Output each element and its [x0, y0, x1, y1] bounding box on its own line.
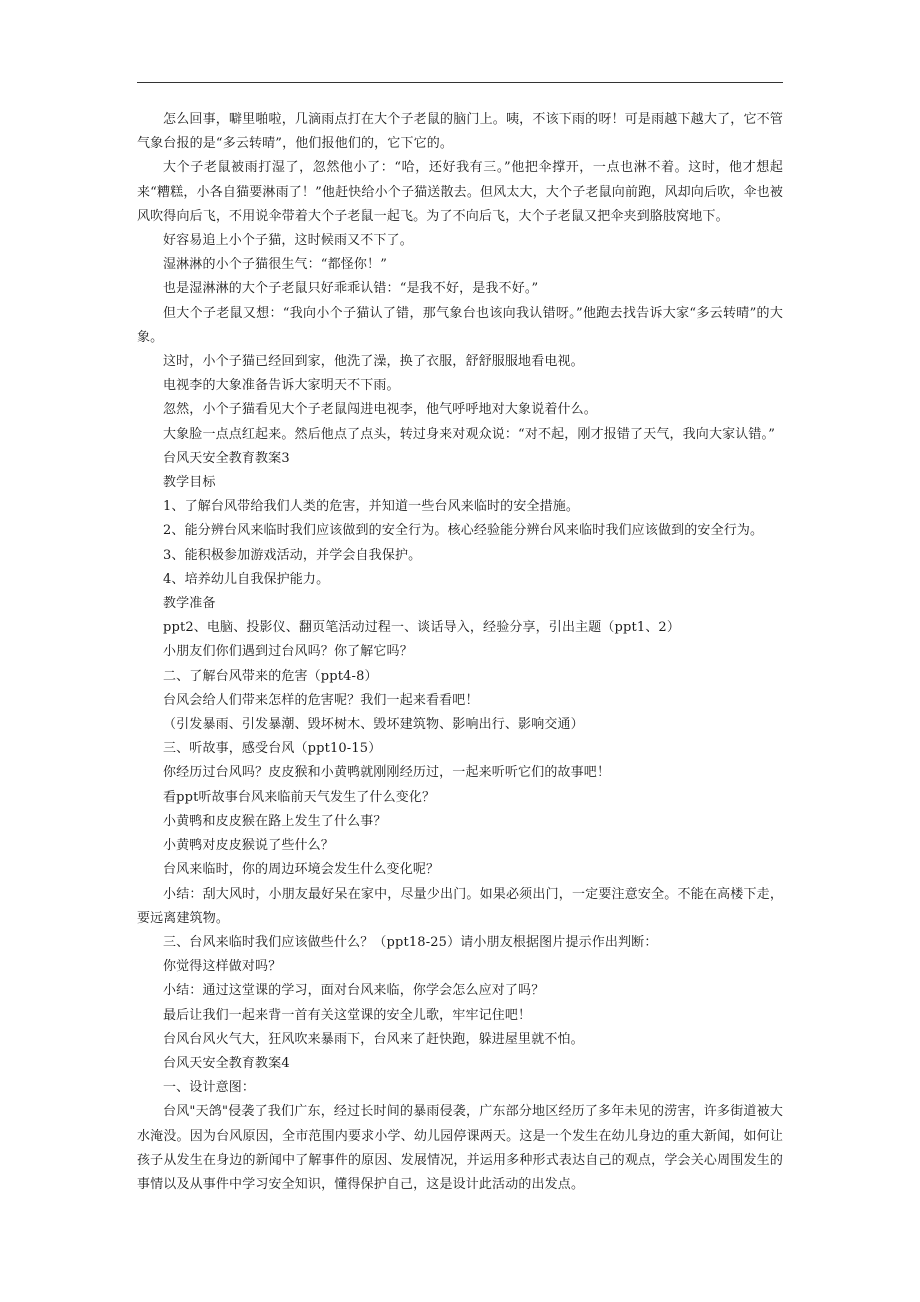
- document-body: [137, 108, 783, 1197]
- paragraph: 小黄鸭对皮皮猴说了些什么？: [163, 838, 334, 854]
- paragraph: 忽然，小个子猫看见大个子老鼠闯进电视李，他气呼呼地对大象说着什么。: [163, 402, 597, 418]
- subheading: 教学目标: [163, 475, 216, 491]
- subheading: 教学准备: [163, 596, 216, 612]
- section-heading: 台风天安全教育教案4: [163, 1055, 290, 1071]
- paragraph: 也是湿淋淋的大个子老鼠只好乖乖认错：“是我不好，是我不好。”: [163, 281, 539, 297]
- paragraph: 你觉得这样做对吗？: [163, 959, 282, 975]
- list-item: 2、能分辨台风来临时我们应该做到的安全行为。核心经验能分辨台风来临时我们应该做到的安全行为。: [163, 523, 764, 539]
- paragraph: 你经历过台风吗？皮皮猴和小黄鸭就刚刚经历过，一起来听听它们的故事吧！: [163, 765, 611, 781]
- paragraph: 但大个子老鼠又想：“我向小个子猫认了错，那气象台也该向我认错呀。”他跑去找告诉大家“多云转晴”的大象。: [137, 305, 783, 345]
- paragraph: 小结：刮大风时，小朋友最好呆在家中，尽量少出门。如果必须出门，一定要注意安全。不能在高楼下走，要远离建筑物。: [137, 886, 783, 926]
- paragraph: 好容易追上小个子猫，这时候雨又不下了。: [163, 233, 413, 249]
- paragraph: 二、了解台风带来的危害（ppt4-8）: [163, 668, 378, 684]
- paragraph: （引发暴雨、引发暴潮、毁坏树木、毁坏建筑物、影响出行、影响交通）: [163, 717, 584, 733]
- paragraph: 怎么回事，噼里啪啦，几滴雨点打在大个子老鼠的脑门上。咦，不该下雨的呀！可是雨越下越大了，它不管气象台报的是“多云转晴”，他们报他们的，它下它的。: [137, 112, 783, 152]
- list-item: 1、了解台风带给我们人类的危害，并知道一些台风来临时的安全措施。: [163, 499, 580, 515]
- list-item: 4、培养幼儿自我保护能力。: [163, 571, 330, 587]
- paragraph: 三、台风来临时我们应该做些什么？（ppt18-25）请小朋友根据图片提示作出判断：: [163, 934, 658, 950]
- paragraph: 小黄鸭和皮皮猴在路上发生了什么事？: [163, 813, 387, 829]
- paragraph: 湿淋淋的小个子猫很生气：“都怪你！”: [163, 257, 387, 273]
- paragraph: 大个子老鼠被雨打湿了，忽然他小了：“哈，还好我有三。”他把伞撑开，一点也淋不着。这时，他才想起来“糟糕，小各自猫要淋雨了！”他赶快给小个子猫送散去。但风太大，大个子老鼠向前跑，风却向后吹，伞也被风吹得向后飞，不用说伞带着大个子老鼠一起飞。为了不向后飞，大个子老鼠又把伞夹到胳肢窝地下。: [137, 160, 783, 224]
- paragraph: 台风来临时，你的周边环境会发生什么变化呢？: [163, 862, 440, 878]
- subheading: 一、设计意图：: [163, 1080, 256, 1096]
- list-item: 3、能积极参加游戏活动，并学会自我保护。: [163, 547, 422, 563]
- paragraph: 台风会给人们带来怎样的危害呢？我们一起来看看吧！: [163, 692, 479, 708]
- header-divider: [137, 82, 783, 83]
- paragraph: 这时，小个子猫已经回到家，他洗了澡，换了衣服，舒舒服服地看电视。: [163, 354, 584, 370]
- paragraph: 台风"天鸽"侵袭了我们广东，经过长时间的暴雨侵袭，广东部分地区经历了多年未见的涝害，许多街道被大水淹没。因为台风原因，全市范围内要求小学、幼儿园停课两天。这是一个发生在幼儿身边的重大新闻，如何让孩子从发生在身边的新闻中了解事件的原因、发展情况，并运用多种形式表达自己的观点，学会关心周围发生的事情以及从事件中学习安全知识，懂得保护自己，这是设计此活动的出发点。: [137, 1104, 783, 1192]
- paragraph: 小朋友们你们遇到过台风吗？你了解它吗？: [163, 644, 413, 660]
- paragraph: 台风台风火气大，狂风吹来暴雨下，台风来了赶快跑，躲进屋里就不怕。: [163, 1031, 584, 1047]
- paragraph: 大象脸一点点红起来。然后他点了点头，转过身来对观众说：“对不起，刚才报错了天气，我向大家认错。”: [163, 426, 775, 442]
- paragraph: 电视李的大象准备告诉大家明天不下雨。: [163, 378, 400, 394]
- paragraph: 最后让我们一起来背一首有关这堂课的安全儿歌，牢牢记住吧！: [163, 1007, 532, 1023]
- paragraph: 小结：通过这堂课的学习，面对台风来临，你学会怎么应对了吗？: [163, 983, 545, 999]
- paragraph: 看ppt听故事台风来临前天气发生了什么变化？: [163, 789, 436, 805]
- paragraph: 三、听故事，感受台风（ppt10-15）: [163, 741, 382, 757]
- paragraph: ppt2、电脑、投影仪、翻页笔活动过程一、谈话导入，经验分享，引出主题（ppt1、2）: [163, 620, 680, 636]
- section-heading: 台风天安全教育教案3: [163, 450, 290, 466]
